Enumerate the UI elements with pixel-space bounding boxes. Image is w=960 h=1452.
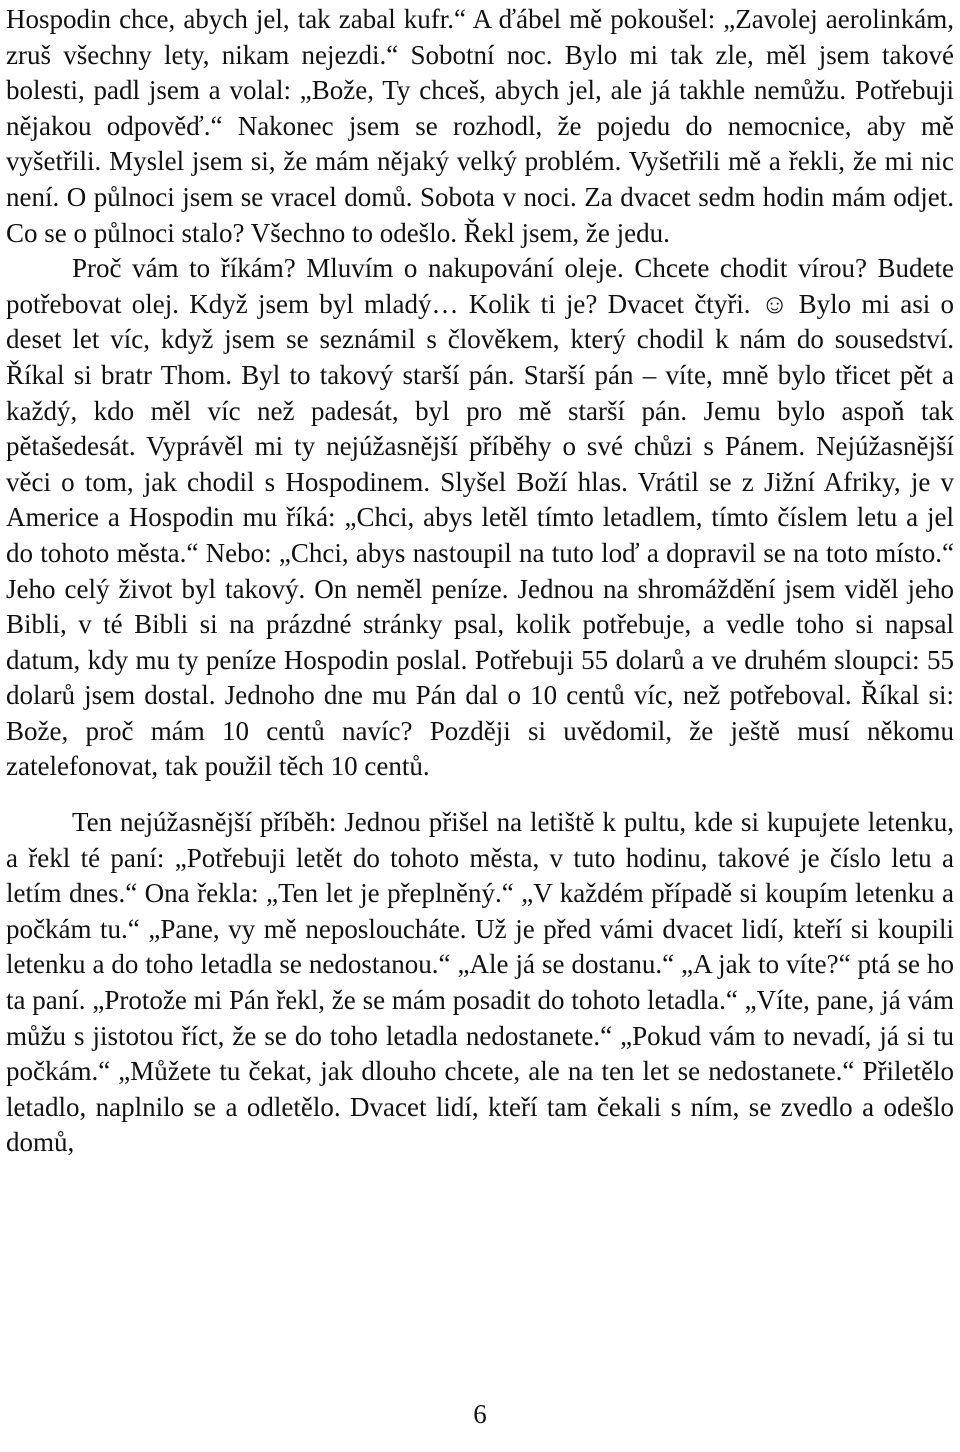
paragraph-2: Proč vám to říkám? Mluvím o nakupování oleje. Chcete chodit vírou? Budete potřebovat olej. Když jsem byl mladý… Kolik ti je? Dvacet čtyři. ☺ Bylo mi asi o deset let víc, když jsem se seznámil s člověkem, který chodil k nám do sousedství. Říkal si bratr Thom. Byl to takový starší pán. Starší pán – víte, mně bylo třicet pět a každý, kdo měl víc než padesát, byl pro mě starší pán. Jemu bylo aspoň tak pětašedesát. Vyprávěl mi ty nejúžasnější příběhy o své chůzi s Pánem. Nejúžasnější věci o tom, jak chodil s Hospodinem. Slyšel Boží hlas. Vrátil se z Jižní Afriky, je v Americe a Hospodin mu říká: „Chci, abys letěl tímto letadlem, tímto číslem letu a jel do tohoto města.“ Nebo: „Chci, abys nastoupil na tuto loď a dopravil se na toto místo.“ Jeho celý život byl takový. On neměl peníze. Jednou na shromáždění jsem viděl jeho Bibli, v té Bibli si na prázdné stránky psal, kolik potřebuje, a vedle toho si napsal datum, kdy mu ty peníze Hospodin poslal. Potřebuji 55 dolarů a ve druhém sloupci: 55 dolarů jsem dostal. Jednoho dne mu Pán dal o 10 centů víc, než potřeboval. Říkal si: Bože, proč mám 10 centů navíc? Později si uvědomil, že ještě musí někomu zatelefonovat, tak použil těch 10 centů. (6, 253, 954, 782)
page-number: 6 (473, 1399, 487, 1429)
paragraph-3: Ten nejúžasnější příběh: Jednou přišel na letiště k pultu, kde si kupujete letenku, a řekl té paní: „Potřebuji letět do tohoto města, v tuto hodinu, takové je číslo letu a letím dnes.“ Ona řekla: „Ten let je přeplněný.“ „V každém případě si koupím letenku a počkám tu.“ „Pane, vy mě neposloucháte. Už je před vámi dvacet lidí, kteří si koupili letenku a do toho letadla se nedostanou.“ „Ale já se dostanu.“ „A jak to víte?“ ptá se ho ta paní. „Protože mi Pán řekl, že se mám posadit do tohoto letadla.“ „Víte, pane, já vám můžu s jistotou říct, že se do toho letadla nedostanete.“ „Pokud vám to nevadí, já si tu počkám.“ „Můžete tu čekat, jak dlouho chcete, ale na ten let se nedostanete.“ Přiletělo letadlo, naplnilo se a odletělo. Dvacet lidí, kteří tam čekali s ním, se zvedlo a odešlo domů, (6, 807, 954, 1158)
paragraph-1: Hospodin chce, abych jel, tak zabal kufr.“ A ďábel mě pokoušel: „Zavolej aerolinkám, zruš všechny lety, nikam nejezdi.“ Sobotní noc. Bylo mi tak zle, měl jsem takové bolesti, padl jsem a volal: „Bože, Ty chceš, abych jel, ale já takhle nemůžu. Potřebuji nějakou odpověď.“ Nakonec jsem se rozhodl, že pojedu do nemocnice, aby mě vyšetřili. Myslel jsem si, že mám nějaký velký problém. Vyšetřili mě a řekli, že mi nic není. O půlnoci jsem se vracel domů. Sobota v noci. Za dvacet sedm hodin mám odjet. Co se o půlnoci stalo? Všechno to odešlo. Řekl jsem, že jedu. (6, 4, 954, 248)
